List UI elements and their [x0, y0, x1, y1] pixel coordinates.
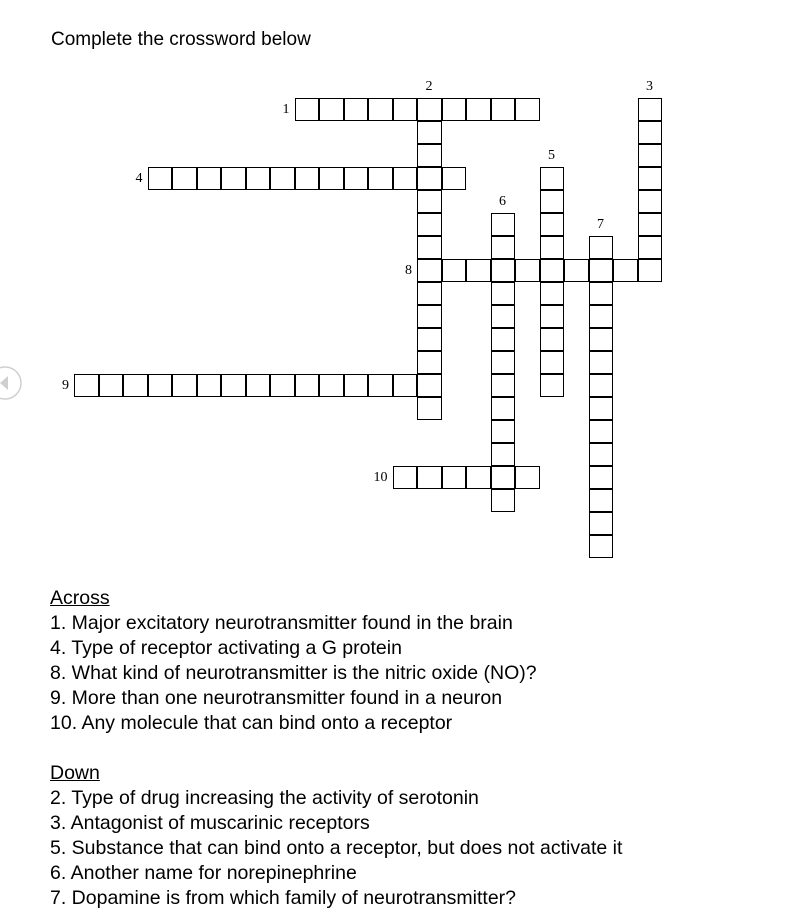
crossword-cell[interactable]	[589, 512, 614, 535]
crossword-cell[interactable]	[368, 167, 393, 190]
crossword-cell[interactable]	[491, 282, 516, 305]
crossword-cell[interactable]	[638, 121, 663, 144]
crossword-cell[interactable]	[491, 443, 516, 466]
crossword-cell[interactable]	[319, 167, 344, 190]
crossword-cell[interactable]	[417, 466, 442, 489]
crossword-cell[interactable]	[417, 328, 442, 351]
crossword-cell[interactable]	[638, 259, 663, 282]
clue-number-9: 9	[62, 378, 69, 393]
across-clue-1: 1. Major excitatory neurotransmitter found in the brain	[50, 612, 513, 634]
crossword-cell[interactable]	[613, 259, 638, 282]
crossword-cell[interactable]	[417, 259, 442, 282]
crossword-cell[interactable]	[515, 259, 540, 282]
crossword-cell[interactable]	[123, 374, 148, 397]
crossword-cell[interactable]	[295, 374, 320, 397]
crossword-cell[interactable]	[417, 351, 442, 374]
clues-section	[50, 586, 770, 911]
crossword-cell[interactable]	[197, 374, 222, 397]
crossword-cell[interactable]	[393, 98, 418, 121]
crossword-cell[interactable]	[344, 98, 369, 121]
crossword-cell[interactable]	[589, 489, 614, 512]
page-title: Complete the crossword below	[51, 29, 311, 50]
crossword-cell[interactable]	[589, 374, 614, 397]
down-clue-6: 6. Another name for norepinephrine	[50, 862, 357, 884]
crossword-cell[interactable]	[393, 374, 418, 397]
crossword-cell[interactable]	[589, 259, 614, 282]
crossword-cell[interactable]	[417, 374, 442, 397]
crossword-cell[interactable]	[417, 190, 442, 213]
crossword-cell[interactable]	[99, 374, 124, 397]
crossword-cell[interactable]	[491, 420, 516, 443]
crossword-cell[interactable]	[344, 167, 369, 190]
crossword-cell[interactable]	[540, 282, 565, 305]
crossword-cell[interactable]	[491, 351, 516, 374]
crossword-cell[interactable]	[417, 282, 442, 305]
crossword-cell[interactable]	[491, 466, 516, 489]
crossword-cell[interactable]	[442, 259, 467, 282]
crossword-cell[interactable]	[491, 98, 516, 121]
crossword-cell[interactable]	[540, 236, 565, 259]
down-clue-5: 5. Substance that can bind onto a receptor, but does not activate it	[50, 837, 623, 859]
crossword-cell[interactable]	[442, 466, 467, 489]
down-clue-2: 2. Type of drug increasing the activity of serotonin	[50, 787, 479, 809]
crossword-cell[interactable]	[540, 190, 565, 213]
crossword-cell[interactable]	[270, 167, 295, 190]
crossword-cell[interactable]	[515, 98, 540, 121]
crossword-cell[interactable]	[491, 489, 516, 512]
crossword-cell[interactable]	[638, 236, 663, 259]
crossword-cell[interactable]	[466, 259, 491, 282]
crossword-cell[interactable]	[344, 374, 369, 397]
crossword-cell[interactable]	[638, 190, 663, 213]
across-heading: Across	[50, 587, 110, 609]
crossword-cell[interactable]	[417, 236, 442, 259]
crossword-cell[interactable]	[417, 213, 442, 236]
crossword-cell[interactable]	[417, 98, 442, 121]
crossword-cell[interactable]	[442, 167, 467, 190]
crossword-cell[interactable]	[368, 374, 393, 397]
crossword-cell[interactable]	[540, 213, 565, 236]
crossword-cell[interactable]	[589, 420, 614, 443]
clue-number-1: 1	[282, 102, 290, 117]
crossword-cell[interactable]	[540, 374, 565, 397]
crossword-cell[interactable]	[295, 167, 320, 190]
crossword-cell[interactable]	[393, 167, 418, 190]
crossword-cell[interactable]	[319, 98, 344, 121]
crossword-cell[interactable]	[442, 98, 467, 121]
crossword-cell[interactable]	[148, 167, 173, 190]
crossword-cell[interactable]	[491, 259, 516, 282]
crossword-cell[interactable]	[589, 535, 614, 558]
crossword-cell[interactable]	[368, 98, 393, 121]
crossword-cell[interactable]	[417, 305, 442, 328]
clue-spacer	[50, 736, 770, 761]
clue-number-8: 8	[405, 263, 412, 278]
clue-number-7: 7	[597, 217, 604, 232]
crossword-cell[interactable]	[491, 374, 516, 397]
crossword-cell[interactable]	[638, 98, 663, 121]
clue-number-5: 5	[548, 148, 555, 163]
crossword-cell[interactable]	[393, 466, 418, 489]
crossword-cell[interactable]	[417, 144, 442, 167]
crossword-cell[interactable]	[417, 121, 442, 144]
crossword-cell[interactable]	[638, 144, 663, 167]
crossword-cell[interactable]	[589, 397, 614, 420]
crossword-cell[interactable]	[540, 328, 565, 351]
clue-number-2: 2	[425, 79, 433, 94]
crossword-cell[interactable]	[295, 98, 320, 121]
crossword-cell[interactable]	[515, 466, 540, 489]
crossword-cell[interactable]	[417, 167, 442, 190]
crossword-cell[interactable]	[589, 236, 614, 259]
crossword-cell[interactable]	[491, 236, 516, 259]
crossword-cell[interactable]	[589, 328, 614, 351]
down-clue-3: 3. Antagonist of muscarinic receptors	[50, 812, 370, 834]
crossword-cell[interactable]	[589, 443, 614, 466]
across-clue-4: 4. Type of receptor activating a G protein	[50, 637, 402, 659]
down-heading: Down	[50, 762, 100, 784]
crossword-cell[interactable]	[246, 374, 271, 397]
crossword-cell[interactable]	[172, 374, 197, 397]
crossword-cell[interactable]	[589, 282, 614, 305]
crossword-cell[interactable]	[491, 328, 516, 351]
crossword-cell[interactable]	[564, 259, 589, 282]
crossword-cell[interactable]	[221, 374, 246, 397]
clue-number-6: 6	[499, 194, 506, 209]
crossword-cell[interactable]	[246, 167, 271, 190]
down-clue-7: 7. Dopamine is from which family of neurotransmitter?	[50, 887, 517, 909]
crossword-cell[interactable]	[540, 351, 565, 374]
clue-number-3: 3	[646, 79, 653, 94]
crossword-cell[interactable]	[74, 374, 99, 397]
crossword-cell[interactable]	[417, 397, 442, 420]
clue-number-4: 4	[135, 171, 143, 186]
clue-number-10: 10	[373, 470, 388, 485]
crossword-cell[interactable]	[319, 374, 344, 397]
crossword-cell[interactable]	[491, 305, 516, 328]
crossword-cell[interactable]	[270, 374, 295, 397]
crossword-cell[interactable]	[491, 397, 516, 420]
across-clue-9: 9. More than one neurotransmitter found in a neuron	[50, 687, 503, 709]
crossword-cell[interactable]	[172, 167, 197, 190]
crossword-cell[interactable]	[638, 167, 663, 190]
crossword-cell[interactable]	[638, 213, 663, 236]
crossword-cell[interactable]	[589, 351, 614, 374]
crossword-cell[interactable]	[148, 374, 173, 397]
across-clue-8: 8. What kind of neurotransmitter is the nitric oxide (NO)?	[50, 662, 537, 684]
crossword-cell[interactable]	[540, 305, 565, 328]
crossword-cell[interactable]	[540, 167, 565, 190]
crossword-cell[interactable]	[197, 167, 222, 190]
across-clue-10: 10. Any molecule that can bind onto a receptor	[50, 712, 453, 734]
crossword-cell[interactable]	[491, 213, 516, 236]
previous-arrow-icon[interactable]	[0, 365, 23, 401]
crossword-cell[interactable]	[221, 167, 246, 190]
crossword-cell[interactable]	[540, 259, 565, 282]
crossword-cell[interactable]	[589, 466, 614, 489]
crossword-cell[interactable]	[466, 466, 491, 489]
crossword-cell[interactable]	[589, 305, 614, 328]
crossword-cell[interactable]	[466, 98, 491, 121]
